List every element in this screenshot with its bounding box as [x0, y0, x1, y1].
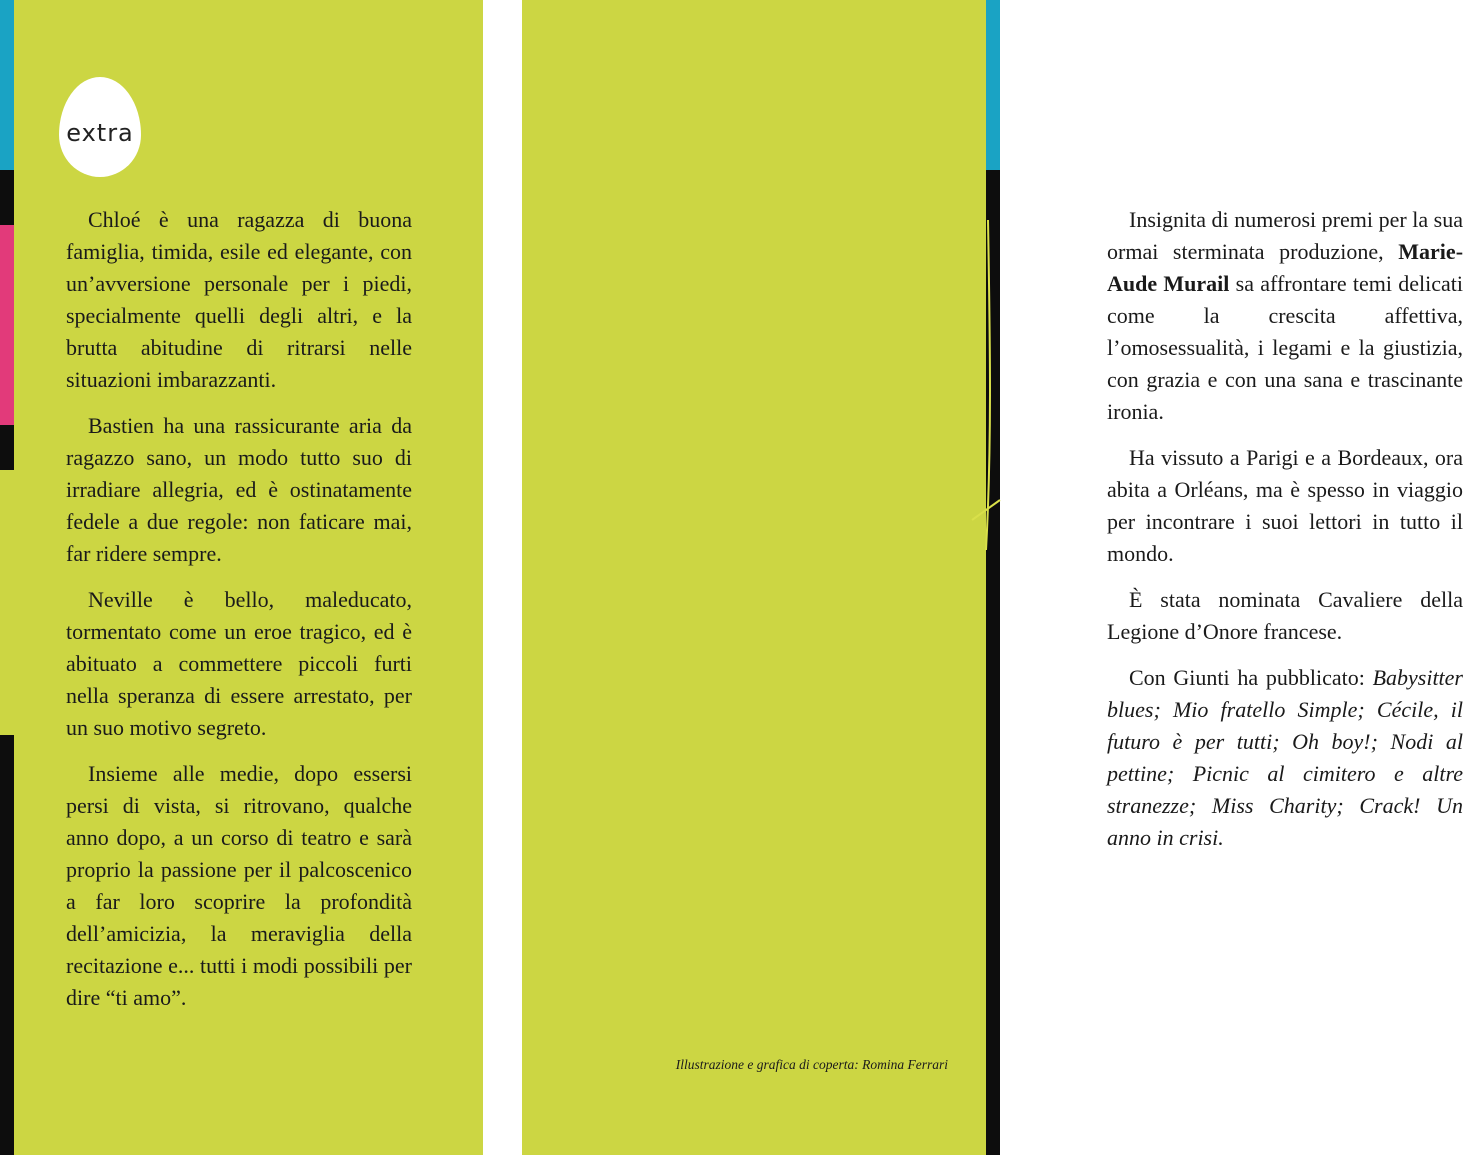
- extra-badge: [59, 77, 141, 177]
- bio-text: Con Giunti ha pubblicato:: [1129, 665, 1365, 690]
- edge-strip-pink: [0, 225, 14, 425]
- author-bio-text: [1107, 204, 1463, 868]
- bio-paragraph: È stata nominata Cavaliere della Legione d’Onore francese.: [1107, 587, 1463, 644]
- edge-strip-black: [0, 735, 14, 1155]
- synopsis-paragraph: Chloé è una ragazza di buona famiglia, timida, esile ed elegante, con un’avversione personale per i piedi, specialmente quelli degli altri, e la brutta abitudine di ritrarsi nelle situazioni imbarazzanti.: [66, 207, 412, 392]
- bio-paragraph: [1107, 662, 1463, 854]
- edge-strip-blue: [0, 0, 14, 170]
- bio-text: sa affrontare temi delicati come la crescita affettiva, l’omosessualità, i legami e la giustizia, con grazia e con una sana e trascinante ironia.: [1107, 271, 1463, 424]
- bio-paragraph: [1107, 204, 1463, 428]
- synopsis-paragraph: Bastien ha una rassicurante aria da ragazzo sano, un modo tutto suo di irradiare allegria, ed è ostinatamente fedele a due regole: non faticare mai, far ridere sempre.: [66, 413, 412, 566]
- extra-badge-label: extra: [66, 119, 134, 147]
- decorative-line-icon: [970, 220, 1000, 560]
- synopsis-paragraph: Neville è bello, maleducato, tormentato come un eroe tragico, ed è abituato a commettere piccoli furti nella speranza di essere arrestato, per un suo motivo segreto.: [66, 587, 412, 740]
- synopsis-paragraph: Insieme alle medie, dopo essersi persi di vista, si ritrovano, qualche anno dopo, a un corso di teatro e sarà proprio la passione per il palcoscenico a far loro scoprire la profondità dell’amicizia, la meraviglia della recitazione e... tutti i modi possibili per dire “ti amo”.: [66, 761, 412, 1010]
- edge-strip-blue: [986, 0, 1000, 170]
- book-list: Babysitter blues; Mio fratello Simple; Cécile, il futuro è per tutti; Oh boy!; Nodi al pettine; Picnic al cimitero e altre stranezze; Miss Charity; Crack! Un anno in crisi.: [1107, 665, 1463, 850]
- bio-paragraph: Ha vissuto a Parigi e a Bordeaux, ora abita a Orléans, ma è spesso in viaggio per incontrare i suoi lettori in tutto il mondo.: [1107, 445, 1463, 566]
- right-flap: [522, 0, 1463, 1155]
- cover-credit: Illustrazione e grafica di coperta: Romina Ferrari: [675, 1057, 948, 1072]
- bio-text: Insignita di numerosi premi per la sua ormai sterminata produzione,: [1107, 207, 1463, 264]
- synopsis-text: [66, 204, 412, 1028]
- left-flap: [0, 0, 483, 1155]
- edge-strip-black: [0, 425, 14, 470]
- author-name: Marie-Aude Murail: [1107, 239, 1463, 296]
- edge-strip-black: [0, 170, 14, 225]
